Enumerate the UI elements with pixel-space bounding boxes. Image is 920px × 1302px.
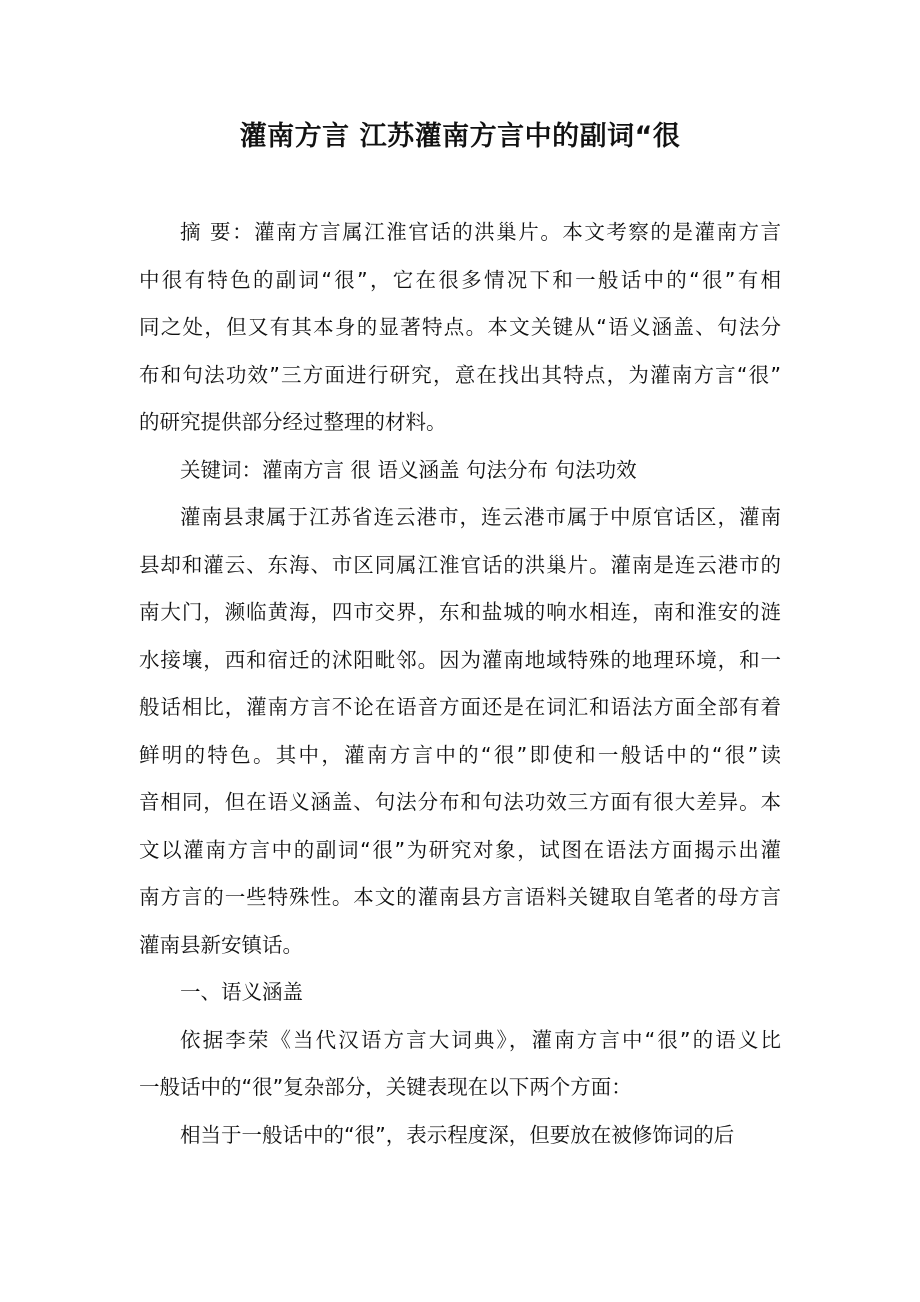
text-line: 南方言的一些特殊性。本文的灌南县方言语料关键取自笔者的母方言 [139, 885, 781, 909]
text-line: 水接壤，西和宿迁的沭阳毗邻。因为灌南地域特殊的地理环境，和一 [139, 647, 781, 672]
paragraph-intro [139, 494, 781, 969]
paragraph-abstract [139, 209, 781, 447]
document-title: 灌南方言 江苏灌南方言中的副词“很 [239, 121, 681, 152]
paragraph-section-heading [139, 969, 781, 1017]
text-line: 依据李荣《当代汉语方言大词典》，灌南方言中“很”的语义比 [180, 1027, 781, 1052]
text-line: 一般话中的“很”复杂部分，关键表现在以下两个方面： [139, 1075, 632, 1099]
text-line: 音相同，但在语义涵盖、句法分布和句法功效三方面有很大差异。本 [139, 790, 781, 814]
text-line: 的研究提供部分经过整理的材料。 [139, 410, 447, 434]
paragraph-section-para-1 [139, 1017, 781, 1112]
text-line: 中很有特色的副词“很”，它在很多情况下和一般话中的“很”有相 [139, 267, 781, 292]
text-line: 同之处，但又有其本身的显著特点。本文关键从“语义涵盖、句法分 [139, 315, 781, 339]
text-line: 灌南县新安镇话。 [139, 932, 303, 957]
text-line: 灌南县隶属于江苏省连云港市，连云港市属于中原官话区，灌南 [180, 505, 781, 529]
text-line: 摘 要：灌南方言属江淮官话的洪巢片。本文考察的是灌南方言 [180, 220, 781, 244]
paragraph-keywords [139, 447, 781, 495]
text-line: 相当于一般话中的“很”，表示程度深，但要放在被修饰词的后 [180, 1122, 735, 1147]
text-line: 般话相比，灌南方言不论在语音方面还是在词汇和语法方面全部有着 [139, 695, 781, 719]
document-body [139, 209, 781, 1159]
text-line: 鲜明的特色。其中，灌南方言中的“很”即使和一般话中的“很”读 [139, 742, 781, 767]
text-line: 南大门，濒临黄海，四市交界，东和盐城的响水相连，南和淮安的涟 [139, 600, 781, 624]
text-line: 一、语义涵盖 [180, 980, 303, 1004]
paragraph-section-para-2 [139, 1112, 781, 1160]
text-line: 布和句法功效”三方面进行研究，意在找出其特点，为灌南方言“很” [139, 362, 781, 387]
text-line: 文以灌南方言中的副词“很”为研究对象，试图在语法方面揭示出灌 [139, 837, 781, 862]
text-line: 县却和灌云、东海、市区同属江淮官话的洪巢片。灌南是连云港市的 [139, 552, 781, 577]
text-line: 关键词：灌南方言 很 语义涵盖 句法分布 句法功效 [180, 457, 637, 482]
